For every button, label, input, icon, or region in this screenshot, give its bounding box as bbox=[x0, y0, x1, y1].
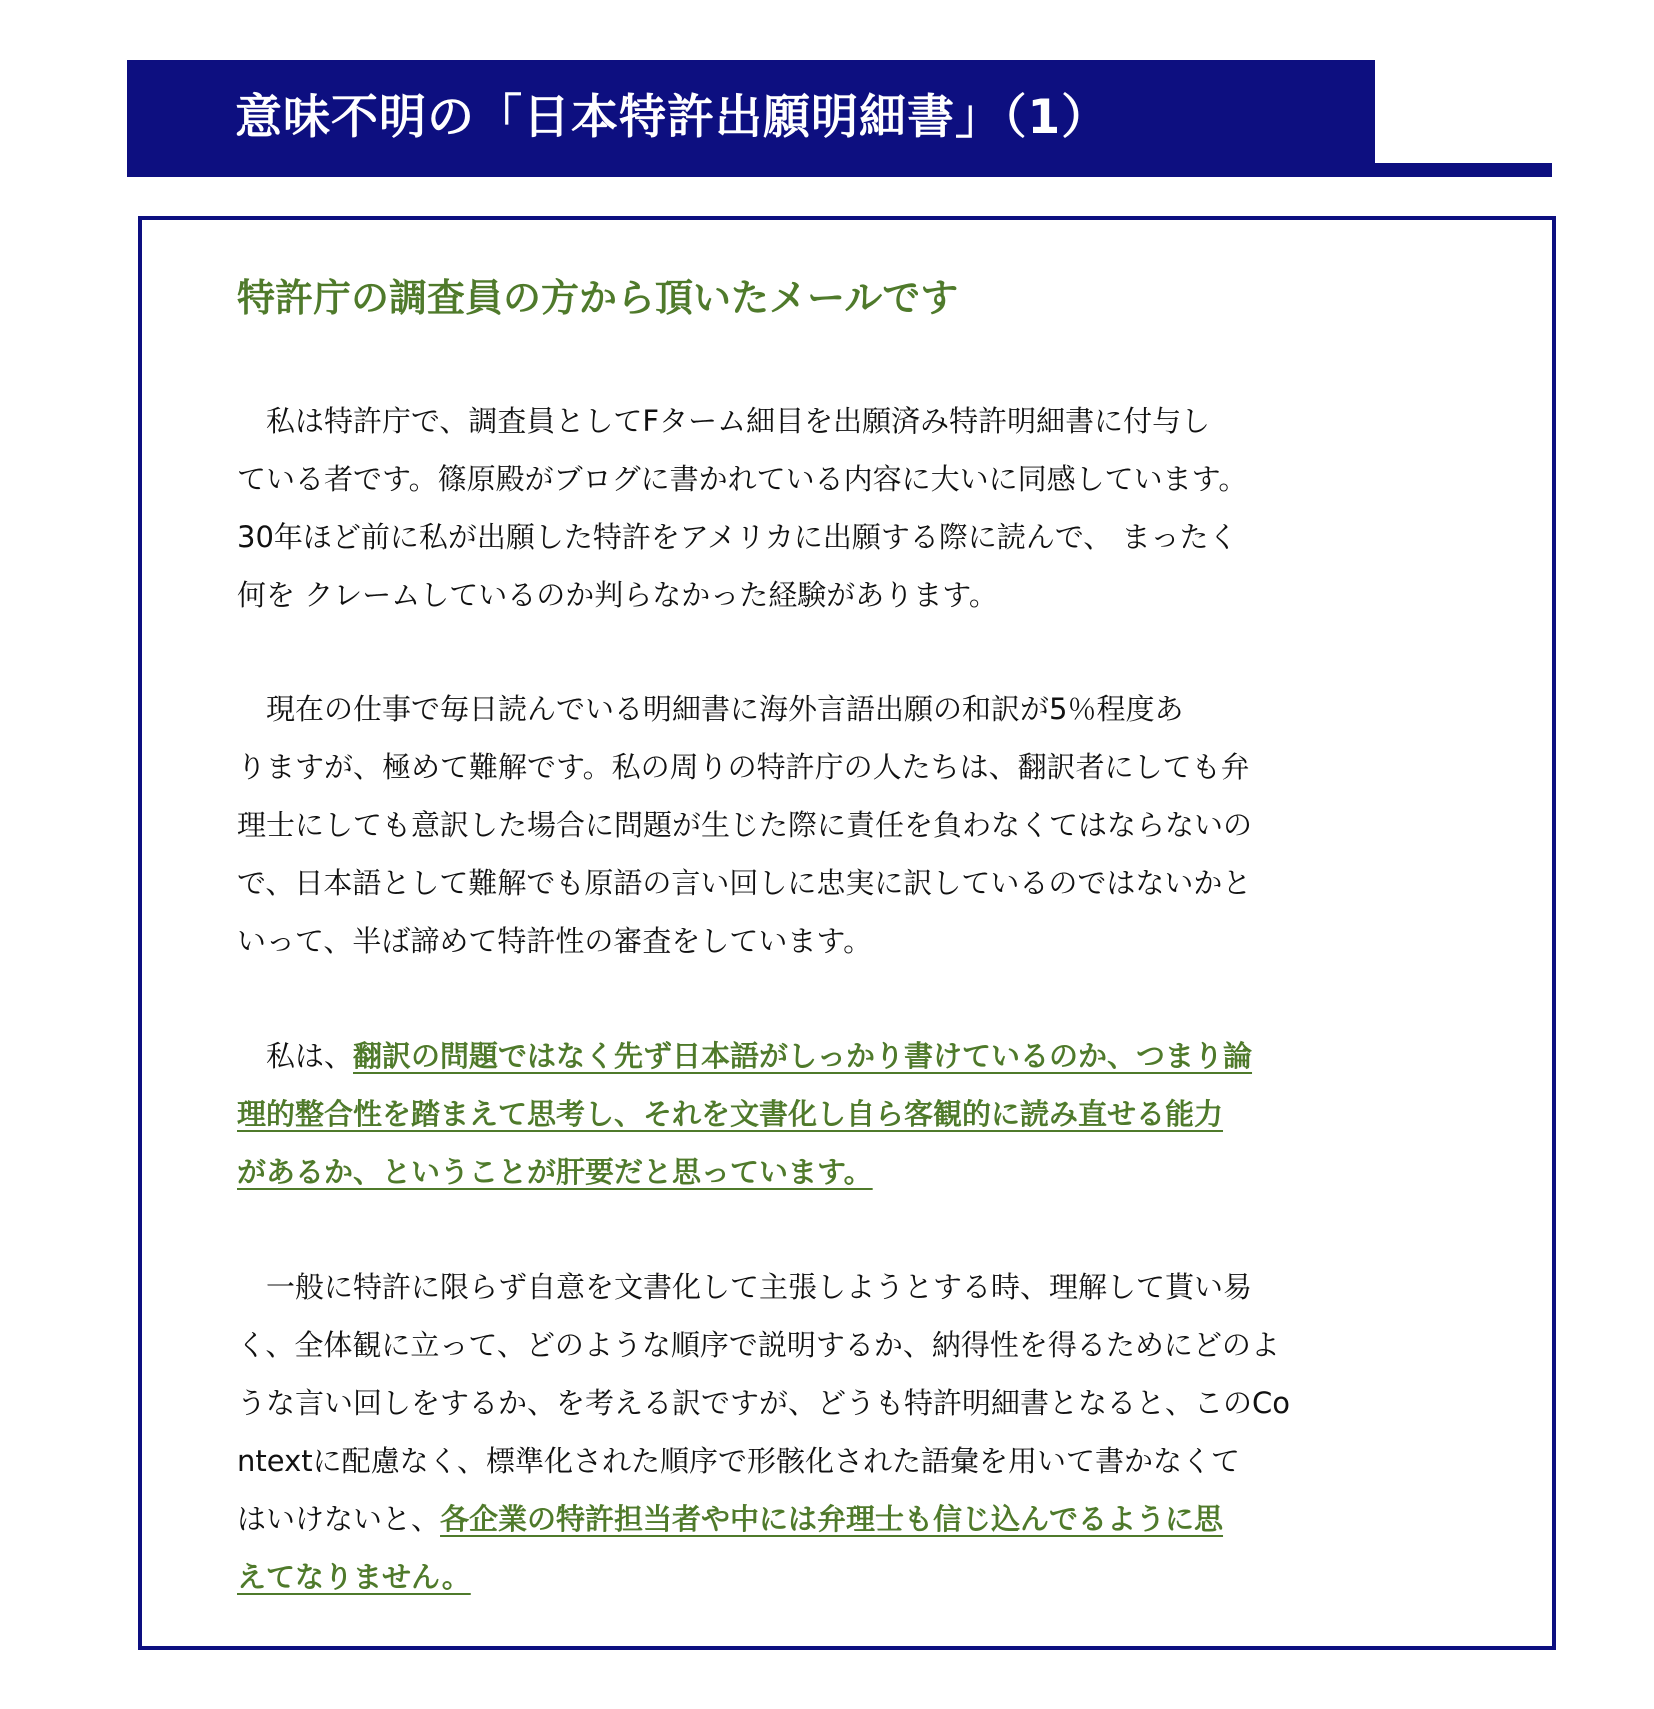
paragraph-1 bbox=[237, 392, 1317, 624]
paragraph-line: ている者です。篠原殿がブログに書かれている内容に大いに同感しています。 bbox=[237, 462, 1248, 496]
highlighted-text: があるか、ということが肝要だと思っています。 bbox=[237, 1155, 873, 1189]
highlighted-text: えてなりません。 bbox=[237, 1560, 471, 1594]
paragraph-line bbox=[237, 1143, 1317, 1201]
paragraph-4 bbox=[237, 1258, 1317, 1606]
paragraph-line: 30年ほど前に私が出願した特許をアメリカに出願する際に読んで、 まったく bbox=[237, 520, 1238, 554]
highlighted-text: 各企業の特許担当者や中には弁理士も信じ込んでるように思 bbox=[440, 1502, 1224, 1536]
paragraph-line: 現在の仕事で毎日読んでいる明細書に海外言語出願の和訳が5％程度あ bbox=[237, 692, 1184, 726]
paragraph-line: で、日本語として難解でも原語の言い回しに忠実に訳しているのではないかと bbox=[237, 866, 1252, 900]
paragraph-line bbox=[237, 1085, 1317, 1143]
paragraph-line: いって、半ば諦めて特許性の審査をしています。 bbox=[237, 924, 873, 958]
paragraph-prefix: はいけないと、 bbox=[237, 1502, 441, 1536]
page-title: 意味不明の「日本特許出願明細書」（1） bbox=[235, 90, 1110, 145]
paragraph-line: 何を クレームしているのか判らなかった経験があります。 bbox=[237, 578, 998, 612]
paragraph-line: りますが、極めて難解です。私の周りの特許庁の人たちは、翻訳者にしても弁 bbox=[237, 750, 1250, 784]
paragraph-3 bbox=[237, 1027, 1317, 1201]
paragraph-line bbox=[237, 1490, 1317, 1548]
section-subtitle: 特許庁の調査員の方から頂いたメールです bbox=[237, 276, 959, 320]
paragraph-line: 理士にしても意訳した場合に問題が生じた際に責任を負わなくてはならないの bbox=[237, 808, 1253, 842]
paragraph-line: 一般に特許に限らず自意を文書化して主張しようとする時、理解して貰い易 bbox=[237, 1270, 1253, 1304]
paragraph-2 bbox=[237, 680, 1317, 970]
highlighted-text: 翻訳の問題ではなく先ず日本語がしっかり書けているのか、つまり論 bbox=[353, 1039, 1253, 1073]
paragraph-line bbox=[237, 1027, 1317, 1085]
paragraph-line: うな言い回しをするか、を考える訳ですが、どうも特許明細書となると、このCo bbox=[237, 1386, 1290, 1420]
highlighted-text: 理的整合性を踏まえて思考し、それを文書化し自ら客観的に読み直せる能力 bbox=[237, 1097, 1224, 1131]
paragraph-line: 私は特許庁で、調査員としてFターム細目を出願済み特許明細書に付与し bbox=[237, 404, 1211, 438]
paragraph-line: ntextに配慮なく、標準化された順序で形骸化された語彙を用いて書かなくて bbox=[237, 1444, 1241, 1478]
paragraph-prefix: 私は、 bbox=[237, 1039, 354, 1073]
paragraph-line: く、全体観に立って、どのような順序で説明するか、納得性を得るためにどのよ bbox=[237, 1328, 1280, 1362]
title-underline-rule bbox=[127, 163, 1552, 177]
paragraph-line bbox=[237, 1548, 1317, 1606]
